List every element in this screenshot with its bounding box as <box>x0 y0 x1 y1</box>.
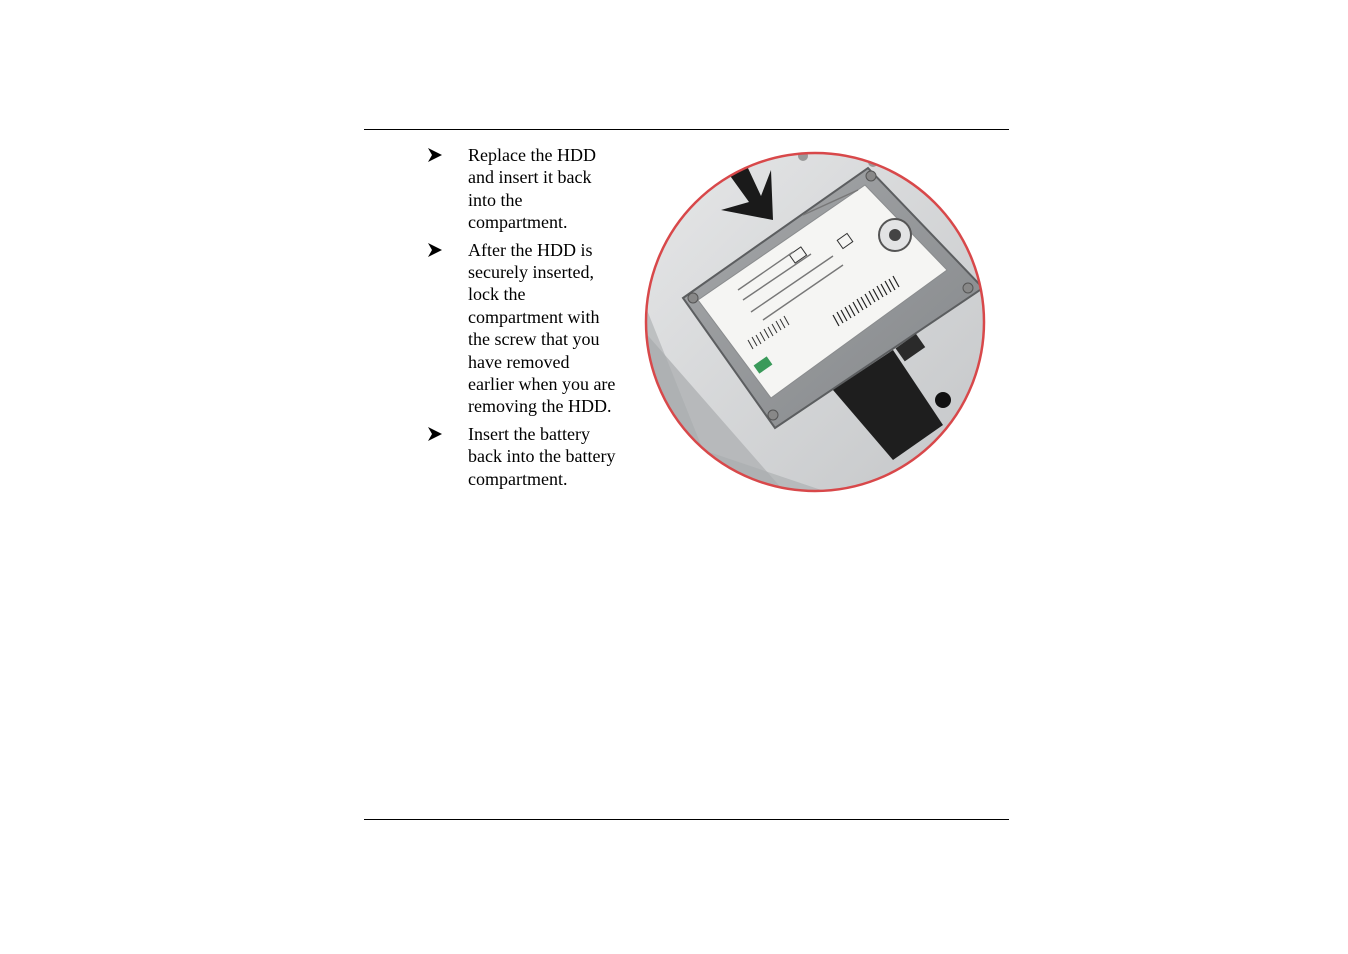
footer-rule <box>364 819 1009 820</box>
header-rule <box>364 129 1009 130</box>
arrowhead-bullet-icon <box>426 144 444 166</box>
list-item <box>424 144 624 234</box>
hdd-installed-photo <box>643 150 987 494</box>
list-item <box>424 423 624 490</box>
arrowhead-bullet-icon <box>426 423 444 445</box>
arrowhead-bullet-icon <box>426 239 444 261</box>
instruction-text: Replace the HDD and insert it back into the compartment. <box>468 145 596 233</box>
instruction-text: Insert the battery back into the battery compartment. <box>468 423 616 489</box>
instruction-text: After the HDD is securely inserted, lock the compartment with the screw that you have removed earlier when you are removing the HDD. <box>468 239 616 417</box>
instruction-list <box>424 144 624 495</box>
list-item <box>424 239 624 418</box>
